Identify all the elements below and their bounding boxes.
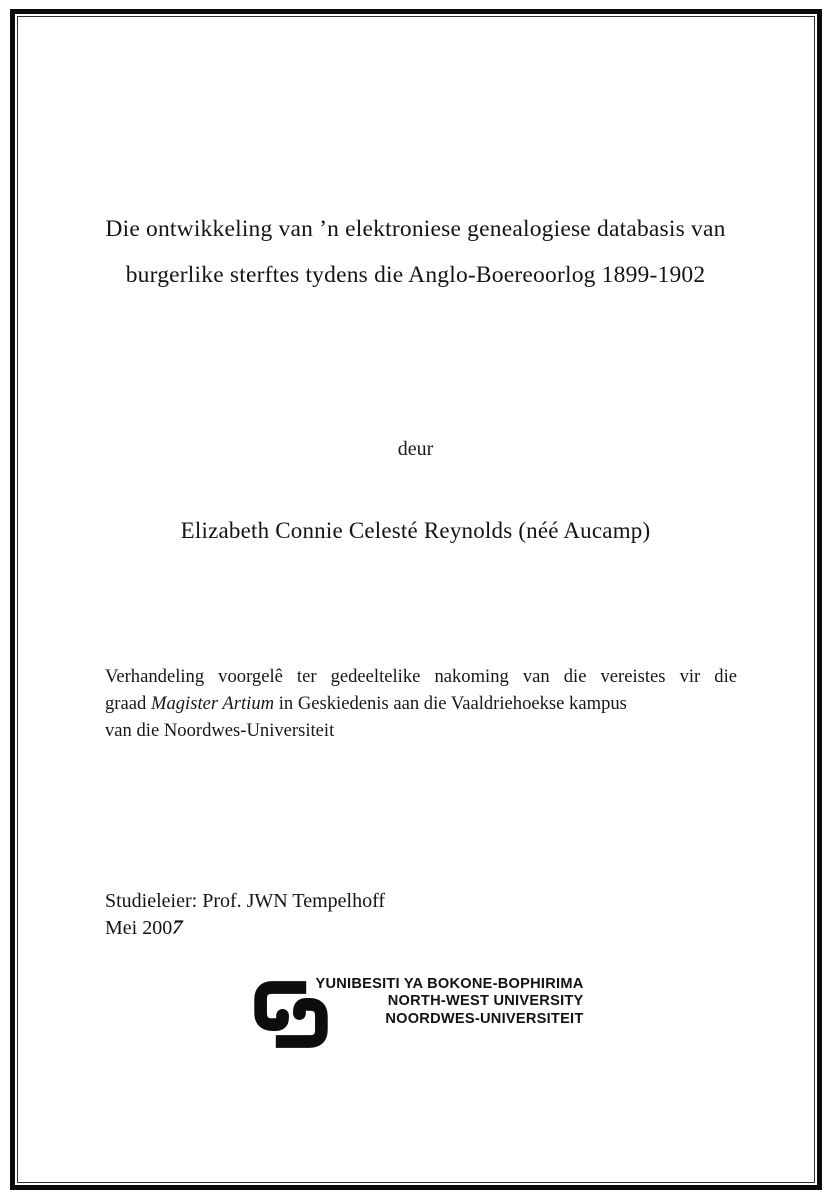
- thesis-title-line1: Die ontwikkeling van ’n elektroniese genealogiese databasis van: [105, 216, 726, 242]
- imprint-block: [105, 888, 385, 941]
- statement-line2-prefix: graad: [105, 693, 151, 714]
- author-name: Elizabeth Connie Celesté Reynolds (néé Aucamp): [180, 518, 651, 543]
- logo-line-setswana: YUNIBESITI YA BOKONE-BOPHIRIMA: [315, 976, 584, 992]
- supervisor-line: Studieleier: Prof. JWN Tempelhoff: [105, 890, 386, 912]
- logo-line-afrikaans: NOORDWES-UNIVERSITEIT: [385, 1010, 584, 1027]
- thesis-title: [58, 206, 773, 298]
- thesis-title-line2: burgerlike sterftes tydens die Anglo-Boereoorlog 1899-1902: [125, 262, 706, 288]
- byline-deur: deur: [397, 438, 434, 460]
- university-logo: [0, 974, 831, 1055]
- statement-line2-suffix: in Geskiedenis aan die Vaaldriehoekse kampus: [274, 693, 627, 714]
- logo-line-english: NORTH-WEST UNIVERSITY: [387, 993, 584, 1010]
- degree-statement-line3: van die Noordwes-Universiteit: [105, 720, 335, 741]
- degree-statement: [105, 663, 737, 744]
- university-logo-wordmark: [315, 976, 583, 1028]
- degree-statement-line1: Verhandeling voorgelê ter gedeeltelike nakoming van die vereistes vir die: [105, 666, 737, 687]
- date-line: [105, 915, 385, 942]
- degree-statement-line2: [105, 690, 737, 717]
- date-prefix: Mei 200: [105, 916, 173, 939]
- date-last-digit: 7: [169, 916, 186, 938]
- degree-name-italic: Magister Artium: [150, 693, 275, 714]
